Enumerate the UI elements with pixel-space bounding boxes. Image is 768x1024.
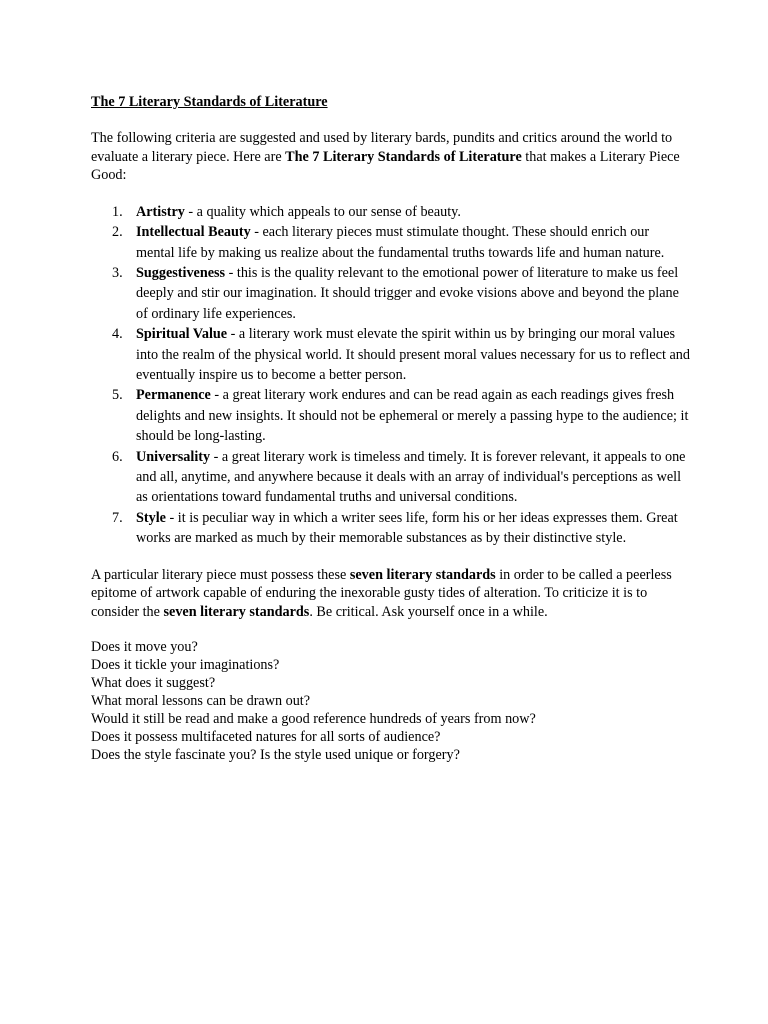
standard-description: - a great literary work endures and can be read again as each readings gives fresh delights and new insights. It should not be ephemeral or merely a passing hype to the audience; it should be long-lasting. [136,387,689,445]
list-item [91,202,691,222]
document-page [91,92,691,764]
questions-block [91,638,691,764]
standard-description: - a quality which appeals to our sense of beauty. [184,203,461,220]
standard-term: Universality [136,448,211,465]
standards-list [91,202,691,549]
list-item-number: 5. [112,387,123,404]
document-title: The 7 Literary Standards of Literature [91,94,328,110]
list-item-number: 2. [112,224,123,241]
list-item [91,324,691,385]
list-item [91,385,691,446]
standard-term: Suggestiveness [136,265,226,281]
closing-paragraph [91,566,691,622]
closing-bold-2: seven literary standards [163,603,310,620]
standard-description: - it is peculiar way in which a writer sees life, form his or her ideas expresses them. Great works are marked as much by their memorable substances as by their distinctive style. [136,509,678,547]
standard-term: Artistry [136,203,185,220]
list-item-number: 4. [112,326,123,343]
closing-text-2: in order to be called a peerless epitome of artwork capable of enduring the inexorable gusty tides of alteration. To criticize it is to consider the [91,566,672,620]
standard-term: Spiritual Value [136,326,228,343]
list-item-number: 6. [112,448,123,465]
intro-bold-title: The 7 Literary Standards of Literature [285,148,522,165]
list-item-number: 7. [112,509,123,526]
list-item [91,447,691,508]
closing-text-1: A particular literary piece must possess these [91,566,350,583]
standard-term: Permanence [136,387,211,404]
question-line: What does it suggest? [91,675,216,692]
list-item-number: 1. [112,203,123,220]
question-line: Does it tickle your imaginations? [91,657,280,674]
intro-text-after: that makes a Literary Piece Good: [91,148,680,184]
list-item-number: 3. [112,265,123,281]
question-line: Would it still be read and make a good reference hundreds of years from now? [91,711,536,728]
question-line: Does it move you? [91,639,198,656]
closing-bold-1: seven literary standards [349,566,496,583]
question-line: What moral lessons can be drawn out? [91,693,311,710]
standard-term: Intellectual Beauty [136,224,251,241]
question-line: Does it possess multifaceted natures for all sorts of audience? [91,729,441,746]
intro-paragraph [91,129,691,185]
question-line: Does the style fascinate you? Is the style used unique or forgery? [91,747,460,764]
standard-description: - a literary work must elevate the spirit within us by bringing our moral values into the realm of the physical world. It should present moral values necessary for us to reflect and eventually inspire us to become a better person. [136,326,690,384]
standard-description: - each literary pieces must stimulate thought. These should enrich our mental life by making us realize about the fundamental truths towards life and human nature. [136,224,665,261]
list-item [91,263,691,324]
closing-text-3: . Be critical. Ask yourself once in a while. [309,603,548,620]
intro-text-before: The following criteria are suggested and used by literary bards, pundits and critics around the world to evaluate a literary piece. Here are [91,130,673,165]
standard-term: Style [136,509,166,526]
list-item [91,508,691,549]
list-item [91,222,691,263]
standard-description: - a great literary work is timeless and timely. It is forever relevant, it appeals to one and all, anytime, and anywhere because it deals with an array of individual's perceptions as well as orientations toward fundamental truths and universal conditions. [136,448,686,506]
standard-description: - this is the quality relevant to the emotional power of literature to make us feel deeply and stir our imagination. It should trigger and evoke visions above and beyond the plane of ordinary life experiences. [136,265,679,322]
